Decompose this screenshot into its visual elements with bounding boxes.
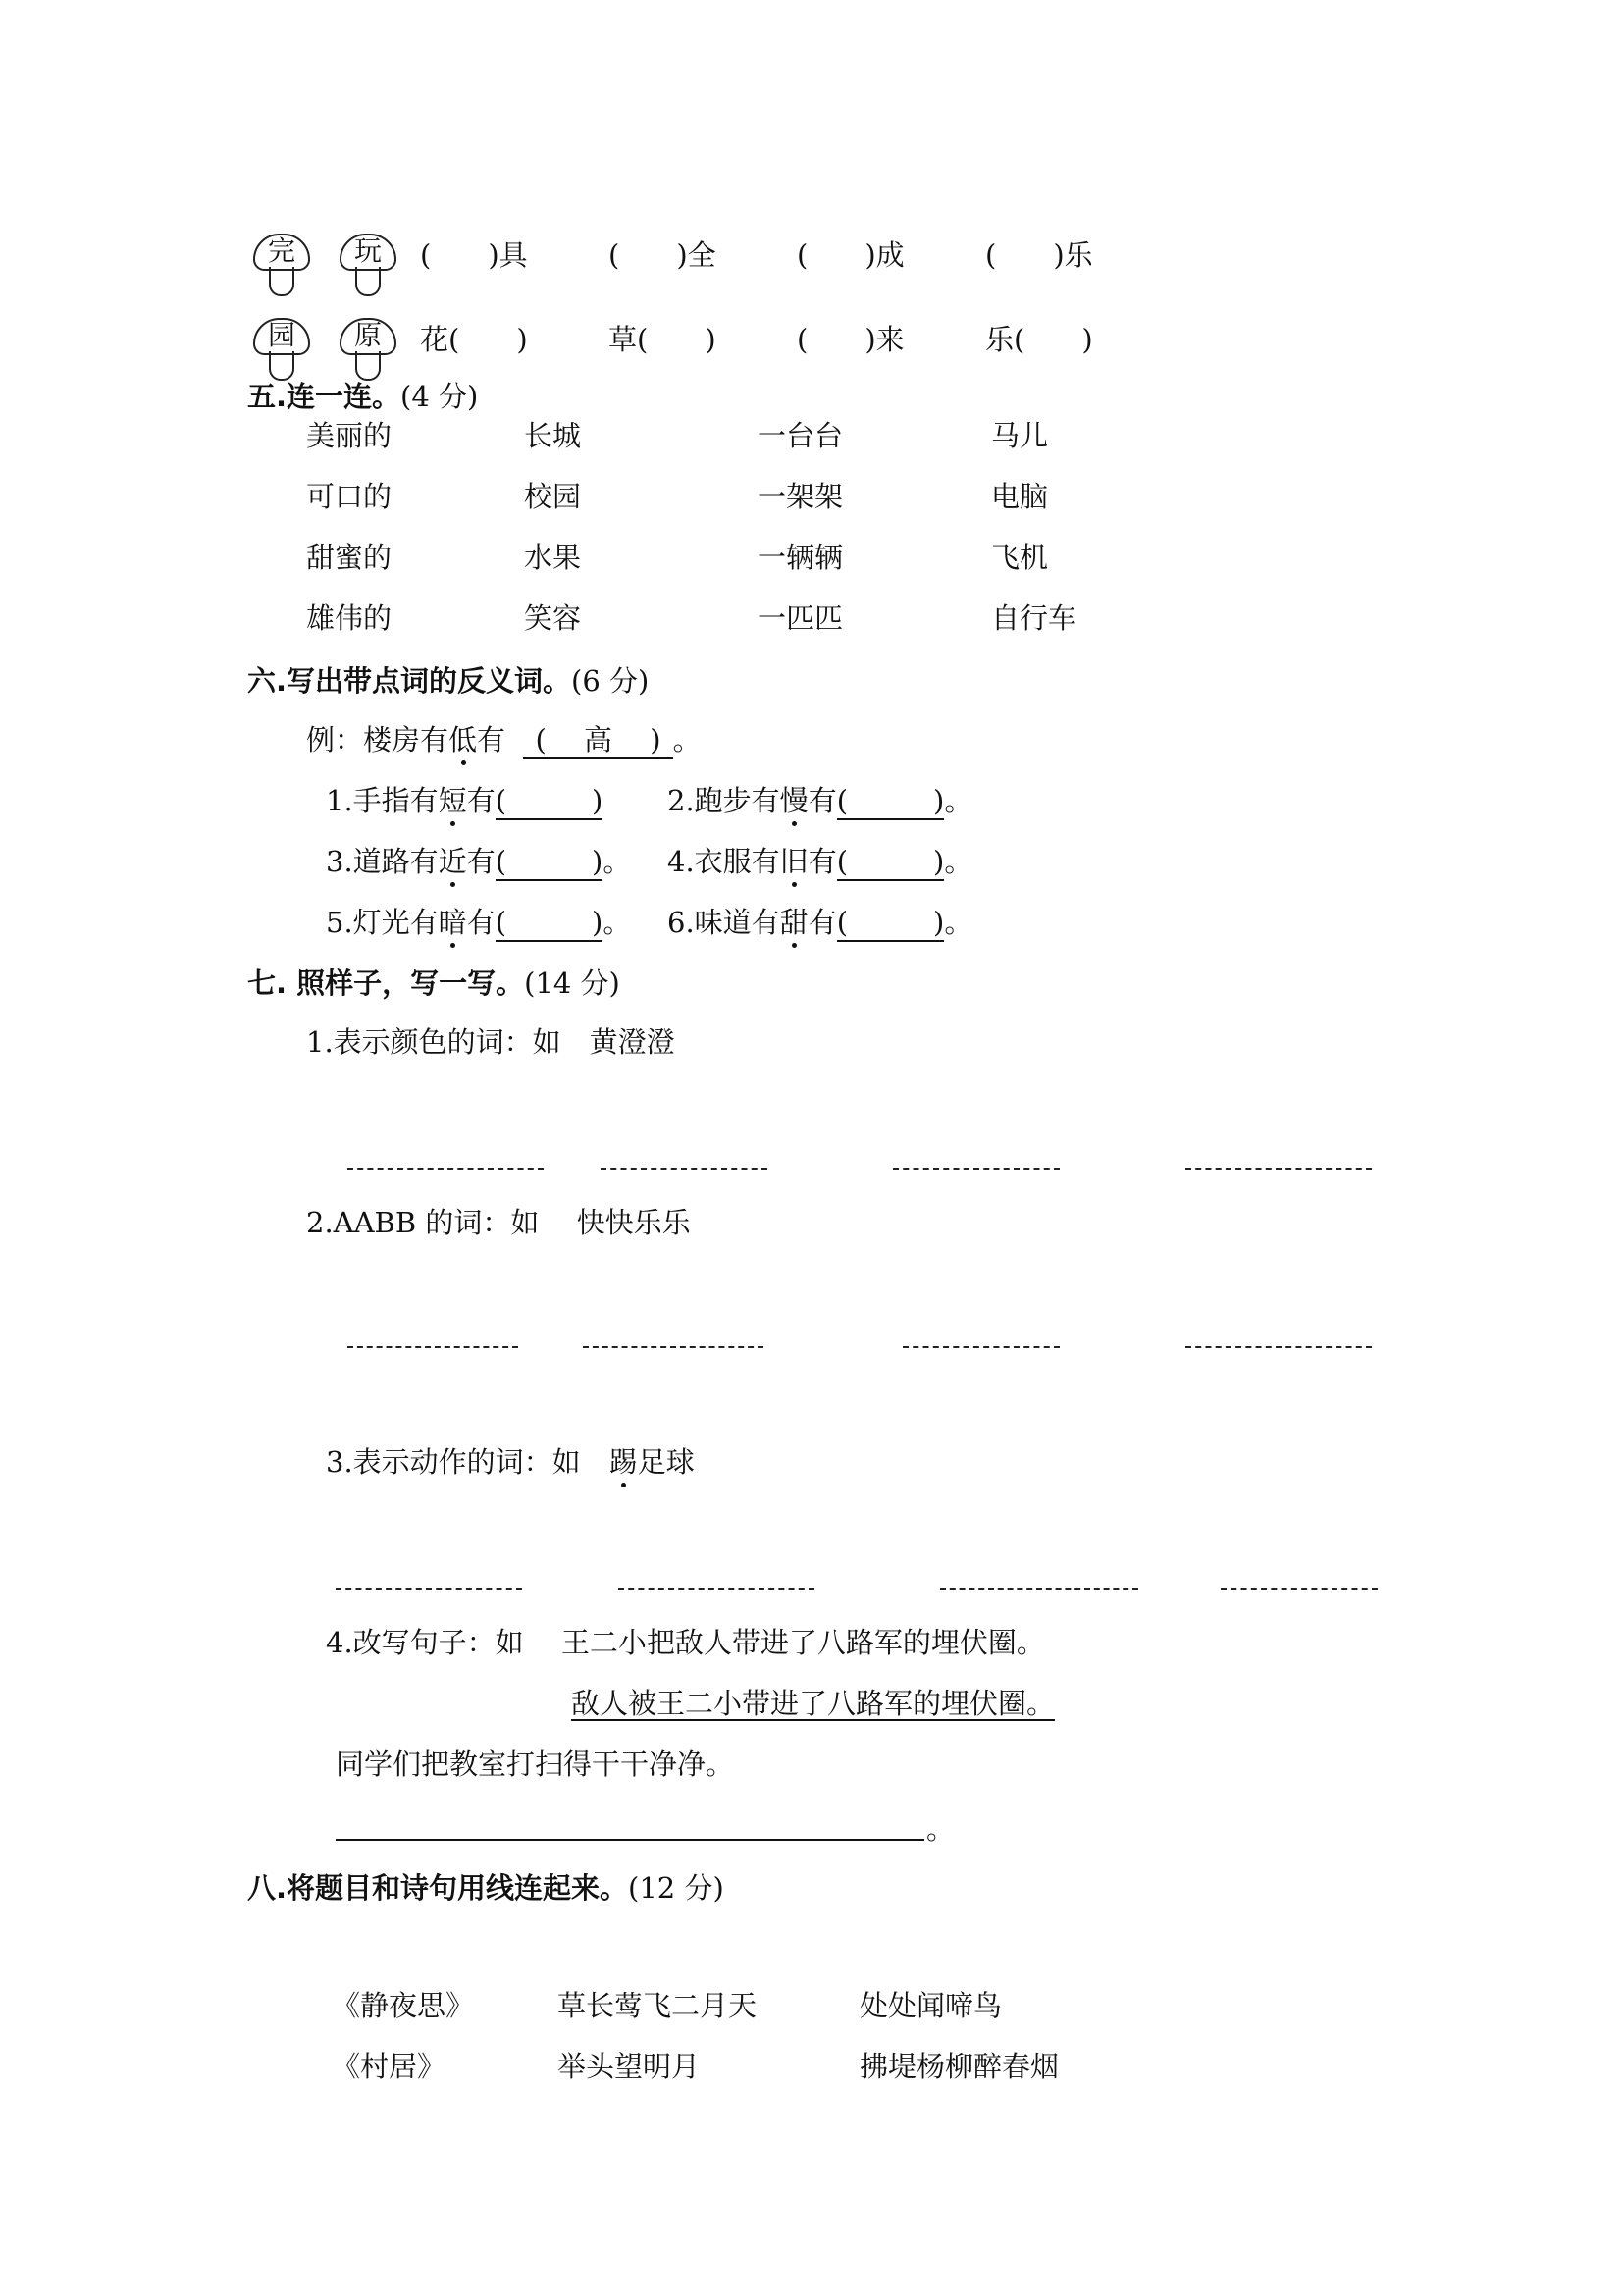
poem-line: 拂堤杨柳醉春烟 xyxy=(860,2050,1060,2083)
match-item: 校园 xyxy=(524,480,582,513)
mushroom-icon xyxy=(340,234,394,298)
answer-dash-line[interactable] xyxy=(347,1346,518,1348)
section-heading xyxy=(247,1870,724,1905)
answer-dash-line[interactable] xyxy=(601,1168,767,1170)
dotted-char: 暗 xyxy=(438,906,467,939)
antonym-item: 2.跑步有慢有( )。 xyxy=(667,783,972,820)
mushroom-char: 原 xyxy=(353,319,382,351)
fill-item: 花( ) xyxy=(420,323,528,356)
answer-dash-line[interactable] xyxy=(893,1168,1060,1170)
section-heading xyxy=(247,379,478,414)
answer-dash-line[interactable] xyxy=(618,1588,814,1590)
answer-dash-line[interactable] xyxy=(1185,1346,1372,1348)
match-item: 电脑 xyxy=(991,480,1049,513)
match-item: 马儿 xyxy=(991,419,1049,452)
match-item: 一台台 xyxy=(758,419,844,452)
match-item: 水果 xyxy=(524,541,582,574)
dotted-char: 踢 xyxy=(608,1445,638,1479)
match-item: 长城 xyxy=(524,419,582,452)
section-points: (14 分) xyxy=(524,966,620,1000)
question-4: 4.改写句子：如 王二小把敌人带进了八路军的埋伏圈。 xyxy=(326,1626,1045,1659)
example-line: 例：楼房有低有 ( 高 ) 。 xyxy=(306,722,702,759)
answer-dash-line[interactable] xyxy=(1221,1588,1378,1590)
fill-item: ( )全 xyxy=(608,238,716,272)
answer-blank[interactable]: ( ) xyxy=(837,905,945,942)
sentence-end: 。 xyxy=(926,1812,956,1846)
dotted-char: 旧 xyxy=(779,845,809,878)
mushroom-char: 玩 xyxy=(353,235,382,267)
example-rewrite: 敌人被王二小带进了八路军的埋伏圈。 xyxy=(571,1687,1056,1720)
answer-dash-line[interactable] xyxy=(583,1346,763,1348)
answer-blank[interactable]: ( ) xyxy=(837,783,945,820)
dotted-char: 短 xyxy=(438,784,467,817)
example-answer: ( 高 ) xyxy=(523,722,672,759)
fill-item: 乐( ) xyxy=(985,323,1093,356)
match-item: 甜蜜的 xyxy=(306,541,393,574)
match-item: 笑容 xyxy=(524,601,582,635)
answer-dash-line[interactable] xyxy=(1185,1168,1372,1170)
antonym-item: 1.手指有短有( ) xyxy=(326,783,602,820)
section-title: 七. 照样子，写一写。 xyxy=(247,966,525,1000)
poem-line: 处处闻啼鸟 xyxy=(860,1989,1003,2022)
answer-blank[interactable]: ( ) xyxy=(837,844,945,881)
answer-dash-line[interactable] xyxy=(347,1168,544,1170)
question-3: 3.表示动作的词：如 踢足球 xyxy=(326,1445,695,1479)
fill-item: ( )乐 xyxy=(985,238,1093,272)
dotted-char: 近 xyxy=(438,845,467,878)
section-points: (4 分) xyxy=(400,380,479,413)
fill-item: ( )成 xyxy=(797,238,905,272)
fill-item: ( )来 xyxy=(797,323,905,356)
antonym-item: 3.道路有近有( )。 xyxy=(326,844,631,881)
mushroom-char: 完 xyxy=(267,235,295,267)
section-title: 五.连一连。 xyxy=(247,380,401,413)
dotted-char: 低 xyxy=(448,723,478,757)
question-2: 2.AABB 的词：如 快快乐乐 xyxy=(306,1206,691,1239)
section-title: 六.写出带点词的反义词。 xyxy=(247,664,572,698)
answer-blank[interactable]: ( ) xyxy=(496,783,603,820)
poem-line: 举头望明月 xyxy=(557,2050,701,2083)
match-item: 一架架 xyxy=(758,480,844,513)
answer-blank[interactable]: ( ) xyxy=(496,905,603,942)
question-1: 1.表示颜色的词：如 黄澄澄 xyxy=(306,1025,675,1059)
antonym-item: 6.味道有甜有( )。 xyxy=(667,905,972,942)
answer-line[interactable] xyxy=(336,1839,924,1841)
section-points: (12 分) xyxy=(628,1871,724,1905)
match-item: 一辆辆 xyxy=(758,541,844,574)
section-heading xyxy=(247,965,620,1001)
match-item: 美丽的 xyxy=(306,419,393,452)
antonym-item: 5.灯光有暗有( )。 xyxy=(326,905,631,942)
answer-dash-line[interactable] xyxy=(940,1588,1138,1590)
mushroom-icon xyxy=(340,318,394,383)
section-points: (6 分) xyxy=(571,664,650,698)
poem-title: 《静夜思》 xyxy=(332,1989,475,2022)
match-item: 雄伟的 xyxy=(306,601,393,635)
mushroom-icon xyxy=(253,318,308,383)
mushroom-icon xyxy=(253,234,308,298)
section-title: 八.将题目和诗句用线连起来。 xyxy=(247,1871,629,1905)
dotted-char: 甜 xyxy=(779,906,809,939)
match-item: 可口的 xyxy=(306,480,393,513)
fill-item: 草( ) xyxy=(608,323,716,356)
match-item: 一匹匹 xyxy=(758,601,844,635)
rewrite-sentence: 同学们把教室打扫得干干净净。 xyxy=(336,1748,735,1781)
answer-dash-line[interactable] xyxy=(336,1588,522,1590)
poem-line: 草长莺飞二月天 xyxy=(557,1989,758,2022)
poem-title: 《村居》 xyxy=(332,2050,446,2083)
dotted-char: 慢 xyxy=(779,784,809,817)
antonym-item: 4.衣服有旧有( )。 xyxy=(667,844,972,881)
match-item: 自行车 xyxy=(991,601,1077,635)
match-item: 飞机 xyxy=(991,541,1049,574)
answer-blank[interactable]: ( ) xyxy=(496,844,603,881)
section-heading xyxy=(247,663,649,699)
fill-item: ( )具 xyxy=(420,238,528,272)
mushroom-char: 园 xyxy=(267,319,295,351)
answer-dash-line[interactable] xyxy=(903,1346,1060,1348)
